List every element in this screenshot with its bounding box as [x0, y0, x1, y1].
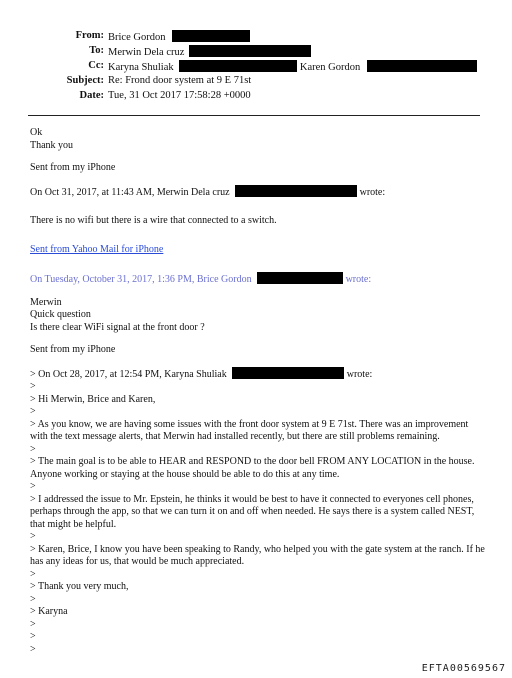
quote-line: >	[30, 381, 36, 392]
date-value: Tue, 31 Oct 2017 17:58:28 +0000	[108, 90, 251, 101]
quote-paragraph: > Karen, Brice, I know you have been speaking to Randy, who helped you with the gate system at the ranch. If he has any ideas for us, that would be much appreciated.	[30, 543, 485, 567]
quote-line: >	[30, 618, 36, 630]
quote-header-text: On Oct 31, 2017, at 11:43 AM, Merwin Dela cruz	[30, 186, 230, 198]
quote-line: >	[30, 631, 36, 642]
quote-line: > Hi Merwin, Brice and Karen,	[30, 393, 156, 405]
email-header	[0, 30, 512, 105]
body-line: Ok	[30, 127, 43, 138]
subject-value: Re: Frond door system at 9 E 71st	[108, 75, 252, 86]
quote-header	[30, 185, 485, 200]
yahoo-link[interactable]: Sent from Yahoo Mail for iPhone	[30, 243, 164, 255]
from-value: Brice Gordon	[108, 32, 166, 43]
subject-row	[0, 75, 512, 90]
body-line: There is no wifi but there is a wire that connected to a switch.	[30, 215, 277, 226]
email-body	[30, 127, 485, 656]
redaction-bar	[172, 30, 250, 42]
body-line: Thank you	[30, 139, 74, 151]
header-divider	[28, 115, 480, 116]
quote-header-wrote: wrote:	[359, 186, 386, 198]
date-label: Date:	[79, 90, 104, 101]
body-line: Merwin	[30, 296, 62, 308]
quote-line: > Karyna	[30, 606, 68, 617]
cc-value-1: Karyna Shuliak	[108, 62, 174, 73]
quote-line: >	[30, 531, 36, 542]
subject-label: Subject:	[66, 75, 104, 86]
redaction-bar	[232, 367, 344, 379]
bates-number: EFTA00569567	[421, 663, 506, 674]
body-line: Is there clear WiFi signal at the front door ?	[30, 321, 205, 333]
from-label: From:	[75, 30, 104, 41]
body-line: Quick question	[30, 309, 91, 320]
redaction-bar	[257, 272, 343, 284]
to-value: Merwin Dela cruz	[108, 47, 185, 58]
redaction-bar	[367, 60, 477, 72]
to-row	[0, 45, 512, 60]
signature-line: Sent from my iPhone	[30, 162, 116, 173]
quote-header-wrote: wrote:	[345, 274, 372, 285]
quote-paragraph: > As you know, we are having some issues with the front door system at 9 E 71st. There was an improvement with the text message alerts, that Merwin had installed recently, but there are still problems remaining.	[30, 418, 469, 442]
from-row	[0, 30, 512, 45]
quote-header-text: > On Oct 28, 2017, at 12:54 PM, Karyna Shuliak	[30, 368, 227, 380]
to-label: To:	[89, 45, 104, 56]
quote-line: > Thank you very much,	[30, 581, 129, 592]
cc-label: Cc:	[88, 60, 104, 71]
quote-line: >	[30, 406, 36, 417]
redaction-bar	[189, 45, 311, 57]
quote-header	[30, 367, 485, 382]
quote-line: >	[30, 643, 36, 655]
quote-paragraph: > I addressed the issue to Mr. Epstein, he thinks it would be best to have it connected to everyones cell phones, perhaps through the app, so that we can turn it on and off when needed. He says there is a system called NEST, that might be helpful.	[30, 493, 475, 530]
signature-line: Sent from my iPhone	[30, 344, 116, 355]
date-row	[0, 90, 512, 105]
quote-line: >	[30, 593, 36, 605]
quote-line: >	[30, 481, 36, 492]
redaction-bar	[235, 185, 357, 197]
quote-line: >	[30, 443, 36, 455]
quote-header	[30, 272, 485, 287]
redaction-bar	[179, 60, 297, 72]
cc-value-2: Karen Gordon	[299, 62, 361, 73]
cc-row	[0, 60, 512, 75]
quote-line: >	[30, 568, 36, 580]
quote-paragraph: > The main goal is to be able to HEAR and RESPOND to the door bell FROM ANY LOCATION in the house. Anyone working or staying at the house should be able to do this at any time.	[30, 456, 475, 480]
quote-header-wrote: wrote:	[346, 368, 373, 380]
quote-header-text: On Tuesday, October 31, 2017, 1:36 PM, Brice Gordon	[30, 274, 252, 285]
